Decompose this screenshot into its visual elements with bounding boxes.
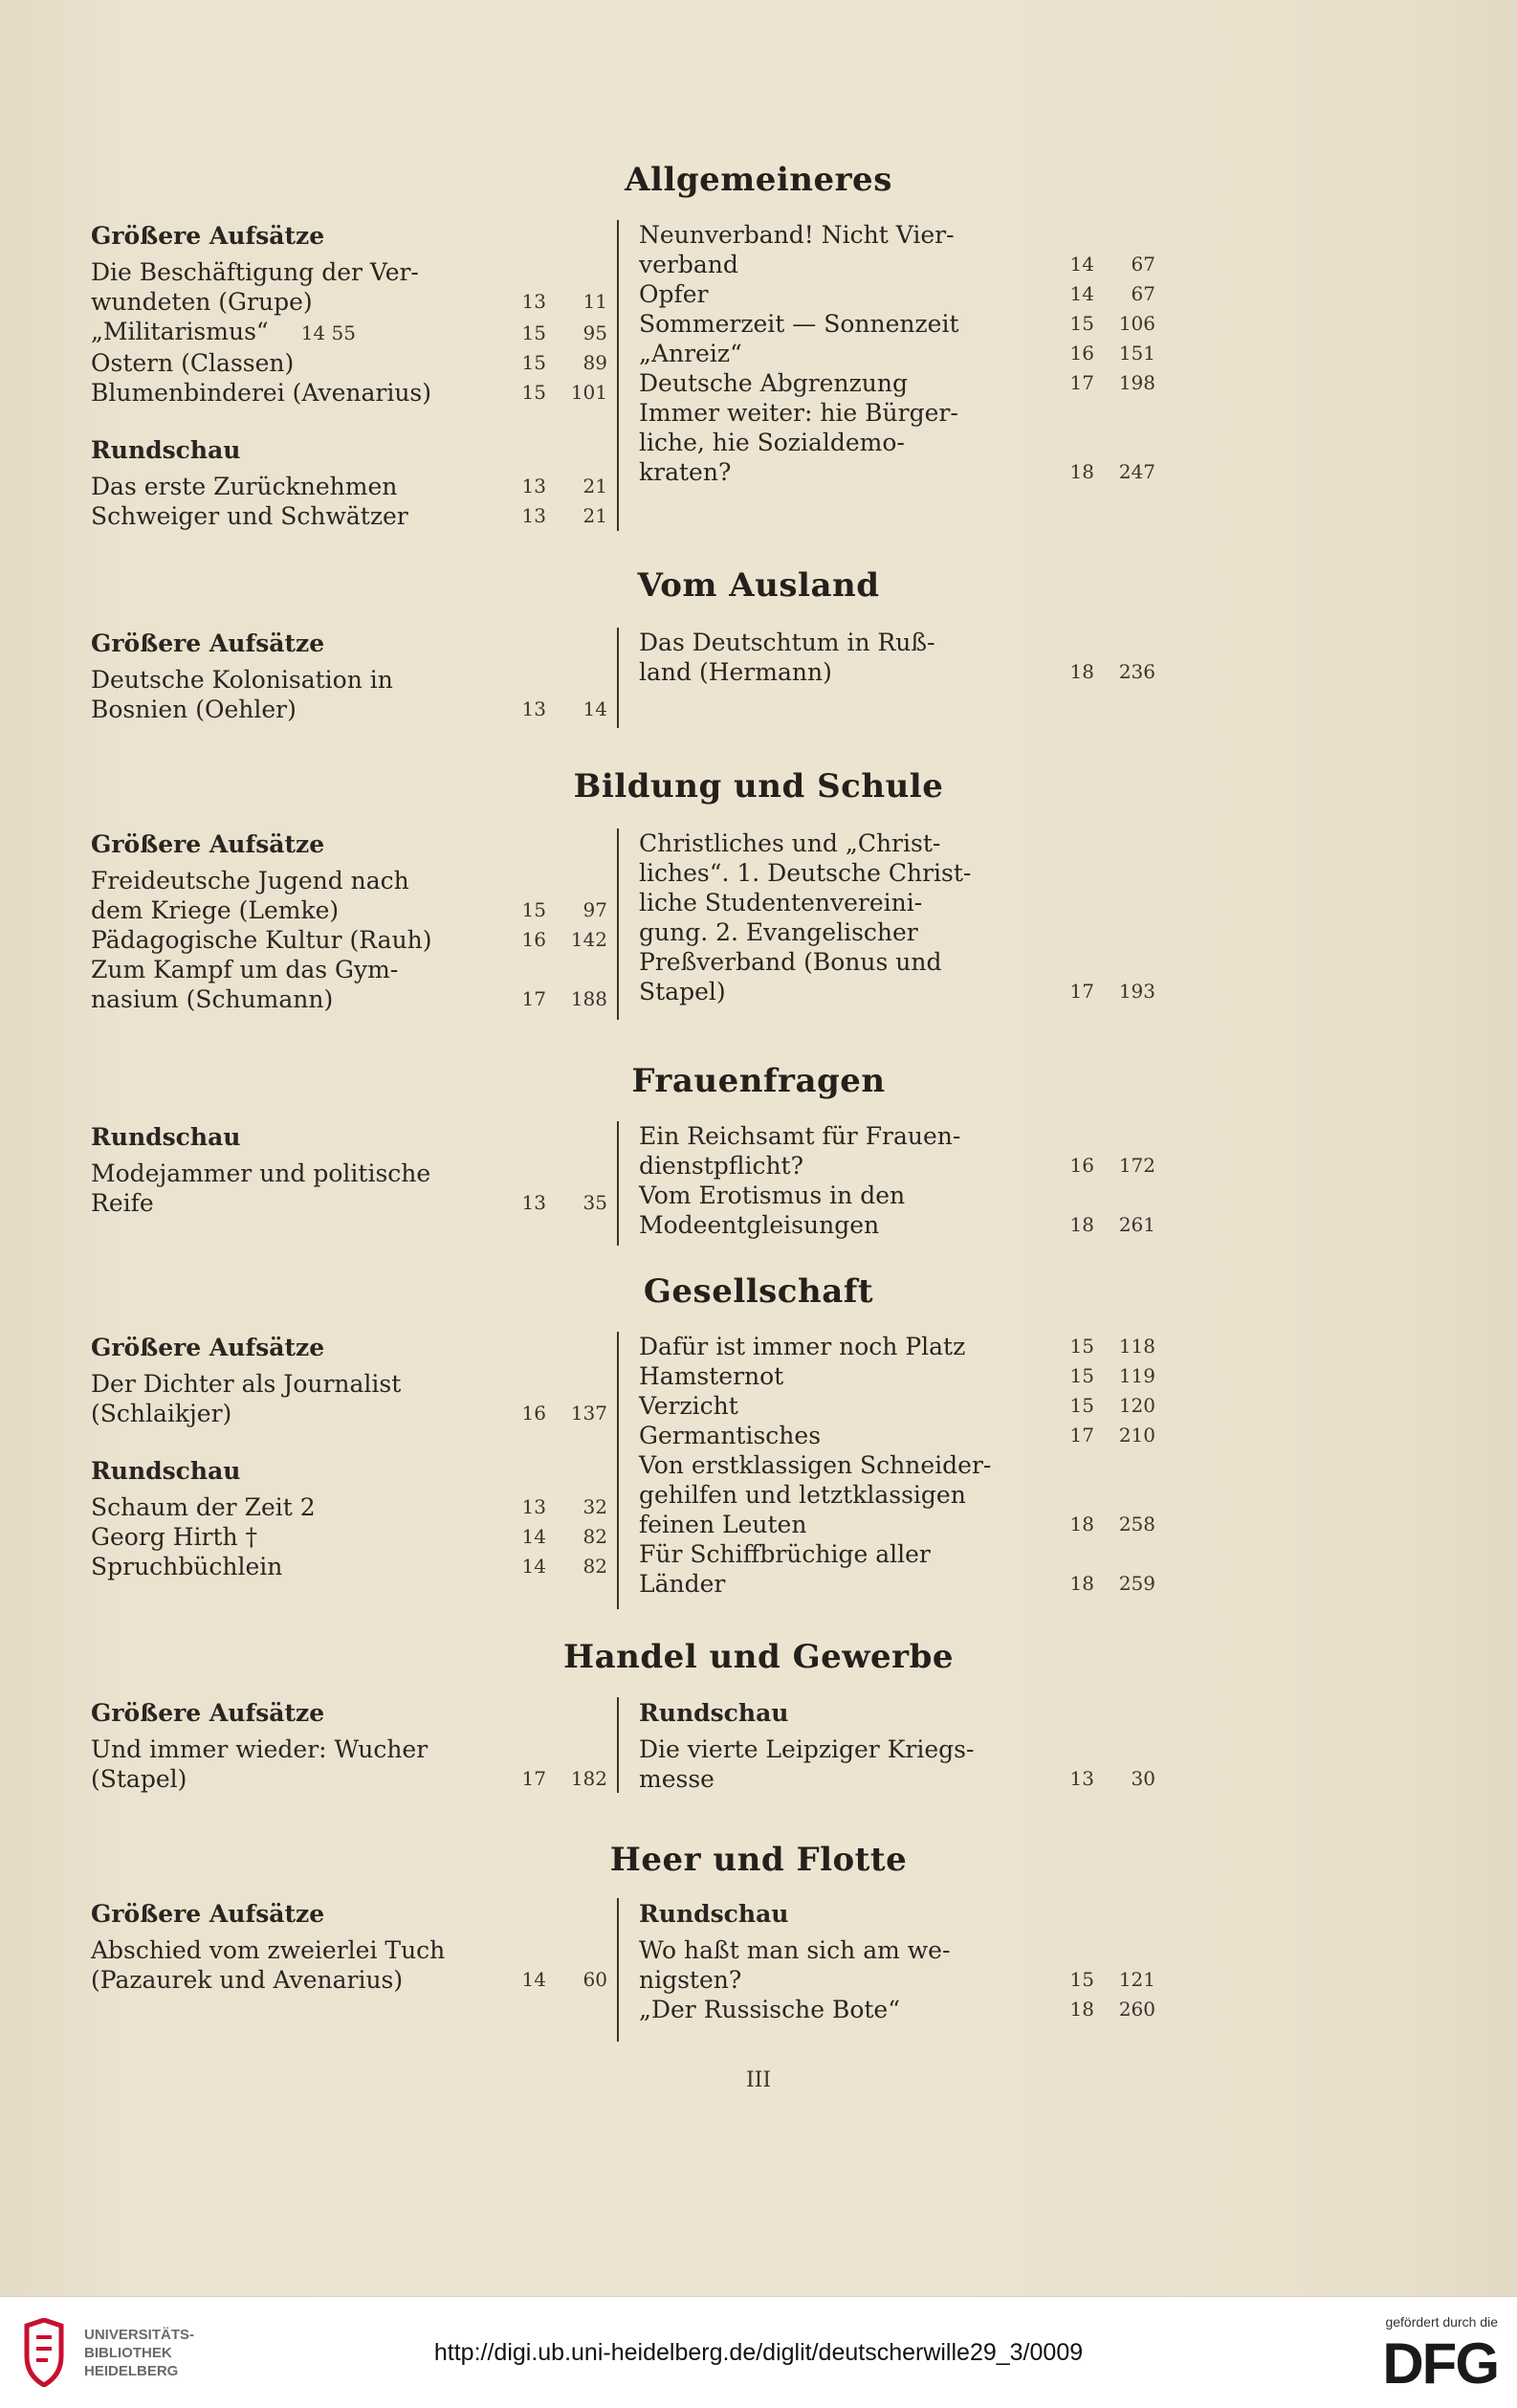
left-column [91,628,607,724]
left-column [91,1121,607,1218]
toc-entry [91,1522,607,1552]
issue-number: 17 [1069,1424,1094,1447]
page-reference: 259 [1118,1572,1155,1595]
entry-title-text: Ein Reichsamt für Frauen- dienstpflicht? [639,1122,961,1180]
page-reference: 95 [583,321,607,344]
issue-number: 18 [1069,1998,1094,2021]
toc-entry [639,1995,1155,2024]
subsection-heading: Größere Aufsätze [91,222,325,250]
entry-title-text: Wo haßt man sich am we- nigsten? [639,1936,951,1994]
entry-title-text: Und immer wieder: Wucher (Stapel) [91,1735,429,1793]
entry-title-text: Der Dichter als Journalist (Schlaikjer) [91,1370,402,1427]
issue-number: 15 [521,351,546,374]
section-title: Heer und Flotte [609,1841,908,1879]
entry-title [639,368,1039,398]
issue-number: 17 [1069,371,1094,394]
page-reference: 193 [1118,980,1155,1003]
entry-title-text: Von erstklassigen Schneider- gehilfen und letztklassigen feinen Leuten [639,1451,992,1538]
entry-title-text: Germantisches [639,1422,822,1449]
issue-number: 15 [1069,1335,1094,1358]
page-reference: 120 [1118,1394,1155,1417]
entry-title [91,501,491,531]
subsection-heading: Größere Aufsätze [91,1900,325,1928]
entry-title-text: „Anreiz“ [639,340,742,367]
issue-number: 13 [521,1495,546,1518]
page-number: III [745,2068,772,2092]
entry-title-text: Deutsche Kolonisation in Bosnien (Oehler) [91,666,393,723]
page-reference: 188 [570,987,607,1010]
entry-title-text: Dafür ist immer noch Platz [639,1333,966,1360]
issue-number: 13 [521,504,546,527]
entry-title [639,1332,1039,1361]
subsection-heading: Rundschau [639,1699,789,1727]
column-divider [617,1898,619,2042]
toc-entry [639,1361,1155,1391]
entry-title [639,339,1039,368]
page-reference: 82 [583,1525,607,1548]
entry-title [91,1369,491,1428]
page-reference: 236 [1118,660,1155,683]
page-reference: 11 [583,290,607,313]
entry-title [91,1159,491,1218]
page-reference: 182 [570,1767,607,1790]
left-column [91,1332,607,1581]
page-reference: 101 [570,381,607,404]
issue-number: 18 [1069,460,1094,483]
entry-title [639,279,1039,309]
entry-title-text: Verzicht [639,1392,738,1420]
toc-entry [639,1734,1155,1794]
entry-title [91,1734,491,1794]
page-reference: 198 [1118,371,1155,394]
toc-entry [91,866,607,925]
toc-entry [639,220,1155,279]
issue-number: 15 [1069,1968,1094,1991]
issue-number: 13 [1069,1767,1094,1790]
page-reference: 67 [1131,253,1155,276]
institution-line: BIBLIOTHEK [84,2345,172,2361]
entry-title-text: Sommerzeit — Sonnenzeit [639,310,959,338]
page-reference: 121 [1118,1968,1155,1991]
toc-entry [91,1935,607,1995]
toc-entry [91,257,607,317]
subsection-heading: Rundschau [639,1900,789,1928]
entry-title-text: Vom Erotismus in den Modeentgleisungen [639,1182,906,1239]
issue-number: 13 [521,697,546,720]
issue-number: 17 [1069,980,1094,1003]
subsection-heading: Größere Aufsätze [91,1699,325,1727]
entry-title-text: Die vierte Leipziger Kriegs- messe [639,1735,975,1793]
page-reference: 60 [583,1968,607,1991]
page-reference: 247 [1118,460,1155,483]
section-title: Allgemeineres [625,161,892,199]
right-column [639,1697,1155,1794]
entry-title-text: „Militarismus“ [91,318,269,345]
issue-number: 14 [521,1525,546,1548]
entry-title [639,1181,1039,1240]
entry-title-text: Zum Kampf um das Gym- nasium (Schumann) [91,956,399,1013]
page-reference: 67 [1131,282,1155,305]
right-column [639,828,1155,1006]
column-divider [617,1121,619,1246]
toc-entry [639,339,1155,368]
column-divider [617,220,619,531]
entry-title-text: Das Deutschtum in Ruß- land (Hermann) [639,629,935,686]
page-reference: 142 [570,928,607,951]
toc-entry [91,1492,607,1522]
entry-title-text: Neunverband! Nicht Vier- verband [639,221,955,278]
toc-entry [91,1734,607,1794]
page-reference: 261 [1118,1213,1155,1236]
entry-title [639,1450,1039,1539]
entry-title-text: Christliches und „Christ- liches“. 1. Deutsche Christ- liche Studentenvereini- gung. 2. Evangelischer Preßverband (Bonus und Stapel) [639,829,972,1005]
page-reference: 137 [570,1402,607,1425]
issue-number: 15 [1069,312,1094,335]
right-column [639,1898,1155,2024]
issue-number: 13 [521,1191,546,1214]
subsection-heading: Rundschau [91,1123,241,1151]
subsection-heading: Rundschau [91,1457,241,1485]
toc-entry [91,925,607,955]
page-reference: 35 [583,1191,607,1214]
page-reference: 119 [1118,1364,1155,1387]
entry-title-text: Für Schiffbrüchige aller Länder [639,1540,931,1598]
page-reference: 260 [1118,1998,1155,2021]
entry-title-text: Das erste Zurücknehmen [91,473,398,500]
toc-entry [639,1181,1155,1240]
entry-title [639,1421,1039,1450]
issue-number: 15 [1069,1364,1094,1387]
group-gap [91,1428,607,1455]
toc-entry [639,398,1155,487]
entry-title [639,220,1039,279]
entry-title-text: Schaum der Zeit 2 [91,1493,316,1521]
page-reference: 21 [583,504,607,527]
entry-title [91,925,491,955]
toc-entry [91,1552,607,1581]
source-url-link[interactable]: http://digi.ub.uni-heidelberg.de/diglit/deutscherwille29_3/0009 [433,2339,1084,2366]
entry-title [639,1734,1039,1794]
issue-number: 13 [521,290,546,313]
issue-number: 18 [1069,1513,1094,1535]
column-divider [617,1697,619,1793]
entry-title-text: Spruchbüchlein [91,1553,283,1580]
entry-title-text: Opfer [639,280,709,308]
entry-extra-reference: 14 55 [300,321,356,344]
entry-title [91,317,491,348]
issue-number: 15 [521,381,546,404]
column-divider [617,1332,619,1609]
right-column [639,220,1155,487]
section-title: Bildung und Schule [573,767,944,806]
page-reference: 32 [583,1495,607,1518]
page-reference: 97 [583,898,607,921]
subsection-heading: Rundschau [91,436,241,464]
toc-entry [91,472,607,501]
entry-title-text: Abschied vom zweierlei Tuch (Pazaurek und Avenarius) [91,1936,446,1994]
subsection-heading: Größere Aufsätze [91,1334,325,1361]
page-reference: 82 [583,1555,607,1578]
right-column [639,628,1155,687]
toc-entry [639,1421,1155,1450]
entry-title-text: „Der Russische Bote“ [639,1996,900,2023]
page-reference: 21 [583,475,607,497]
issue-number: 14 [1069,282,1094,305]
issue-number: 17 [521,987,546,1010]
section-title: Vom Ausland [637,566,880,605]
entry-title [91,348,491,378]
group-gap [91,408,607,434]
toc-entry [91,348,607,378]
entry-title [91,665,491,724]
toc-entry [91,665,607,724]
column-divider [617,628,619,728]
entry-title [639,628,1039,687]
toc-entry [91,955,607,1014]
subsection-heading: Größere Aufsätze [91,630,325,657]
toc-entry [639,1935,1155,1995]
left-column [91,220,607,531]
entry-title [639,1391,1039,1421]
right-column [639,1332,1155,1599]
toc-entry [91,378,607,408]
issue-number: 14 [521,1555,546,1578]
entry-title [639,1995,1039,2024]
toc-entry [91,1159,607,1218]
entry-title [91,1552,491,1581]
issue-number: 16 [521,928,546,951]
funded-by-label: gefördert durch die [1385,2314,1498,2330]
entry-title [91,1522,491,1552]
issue-number: 16 [521,1402,546,1425]
issue-number: 16 [1069,342,1094,365]
viewer-footer [0,2296,1517,2408]
page-reference: 258 [1118,1513,1155,1535]
entry-title [91,472,491,501]
toc-entry [91,1369,607,1428]
page-reference: 172 [1118,1154,1155,1177]
left-column [91,828,607,1014]
page-reference: 30 [1131,1767,1155,1790]
entry-title [91,378,491,408]
toc-entry [639,368,1155,398]
toc-entry [639,1539,1155,1599]
entry-title-text: Georg Hirth † [91,1523,258,1551]
entry-title [639,1935,1039,1995]
issue-number: 14 [1069,253,1094,276]
subsection-heading: Größere Aufsätze [91,830,325,858]
toc-entry [91,501,607,531]
page-reference: 118 [1118,1335,1155,1358]
left-column [91,1898,607,1995]
column-divider [617,828,619,1020]
entry-title [639,1361,1039,1391]
entry-title [639,309,1039,339]
entry-title-text: Modejammer und politische Reife [91,1160,431,1217]
right-column [639,1121,1155,1240]
issue-number: 16 [1069,1154,1094,1177]
entry-title [639,398,1039,487]
entry-title [91,866,491,925]
toc-entry [639,1450,1155,1539]
entry-title [91,955,491,1014]
entry-title [639,1539,1039,1599]
issue-number: 15 [521,321,546,344]
entry-title-text: Immer weiter: hie Bürger- liche, hie Sozialdemo- kraten? [639,399,958,486]
dfg-logo: DFG [1382,2331,1498,2396]
entry-title-text: Ostern (Classen) [91,349,295,377]
left-column [91,1697,607,1794]
section-title: Frauenfragen [631,1062,886,1100]
issue-number: 18 [1069,660,1094,683]
toc-entry [91,317,607,348]
institution-line: UNIVERSITÄTS- [84,2327,195,2343]
toc-entry [639,828,1155,1006]
issue-number: 15 [521,898,546,921]
entry-title [639,828,1039,1006]
issue-number: 18 [1069,1213,1094,1236]
entry-title [91,1492,491,1522]
entry-title-text: Die Beschäftigung der Ver- wundeten (Grupe) [91,258,419,316]
entry-title [91,1935,491,1995]
toc-entry [639,309,1155,339]
page-reference: 14 [583,697,607,720]
issue-number: 13 [521,475,546,497]
page-reference: 151 [1118,342,1155,365]
issue-number: 15 [1069,1394,1094,1417]
entry-title [639,1121,1039,1181]
page-reference: 210 [1118,1424,1155,1447]
entry-title-text: Freideutsche Jugend nach dem Kriege (Lemke) [91,867,409,924]
institution-line: HEIDELBERG [84,2363,179,2379]
entry-title-text: Hamsternot [639,1362,784,1390]
toc-entry [639,1332,1155,1361]
issue-number: 18 [1069,1572,1094,1595]
issue-number: 14 [521,1968,546,1991]
issue-number: 17 [521,1767,546,1790]
toc-entry [639,1121,1155,1181]
page-reference: 89 [583,351,607,374]
toc-entry [639,279,1155,309]
section-title: Handel und Gewerbe [563,1638,954,1676]
toc-entry [639,628,1155,687]
toc-entry [639,1391,1155,1421]
entry-title [91,257,491,317]
page-reference: 106 [1118,312,1155,335]
entry-title-text: Schweiger und Schwätzer [91,502,408,530]
entry-title-text: Deutsche Abgrenzung [639,369,908,397]
section-title: Gesellschaft [643,1272,874,1311]
entry-title-text: Pädagogische Kultur (Rauh) [91,926,432,954]
entry-title-text: Blumenbinderei (Avenarius) [91,379,432,407]
